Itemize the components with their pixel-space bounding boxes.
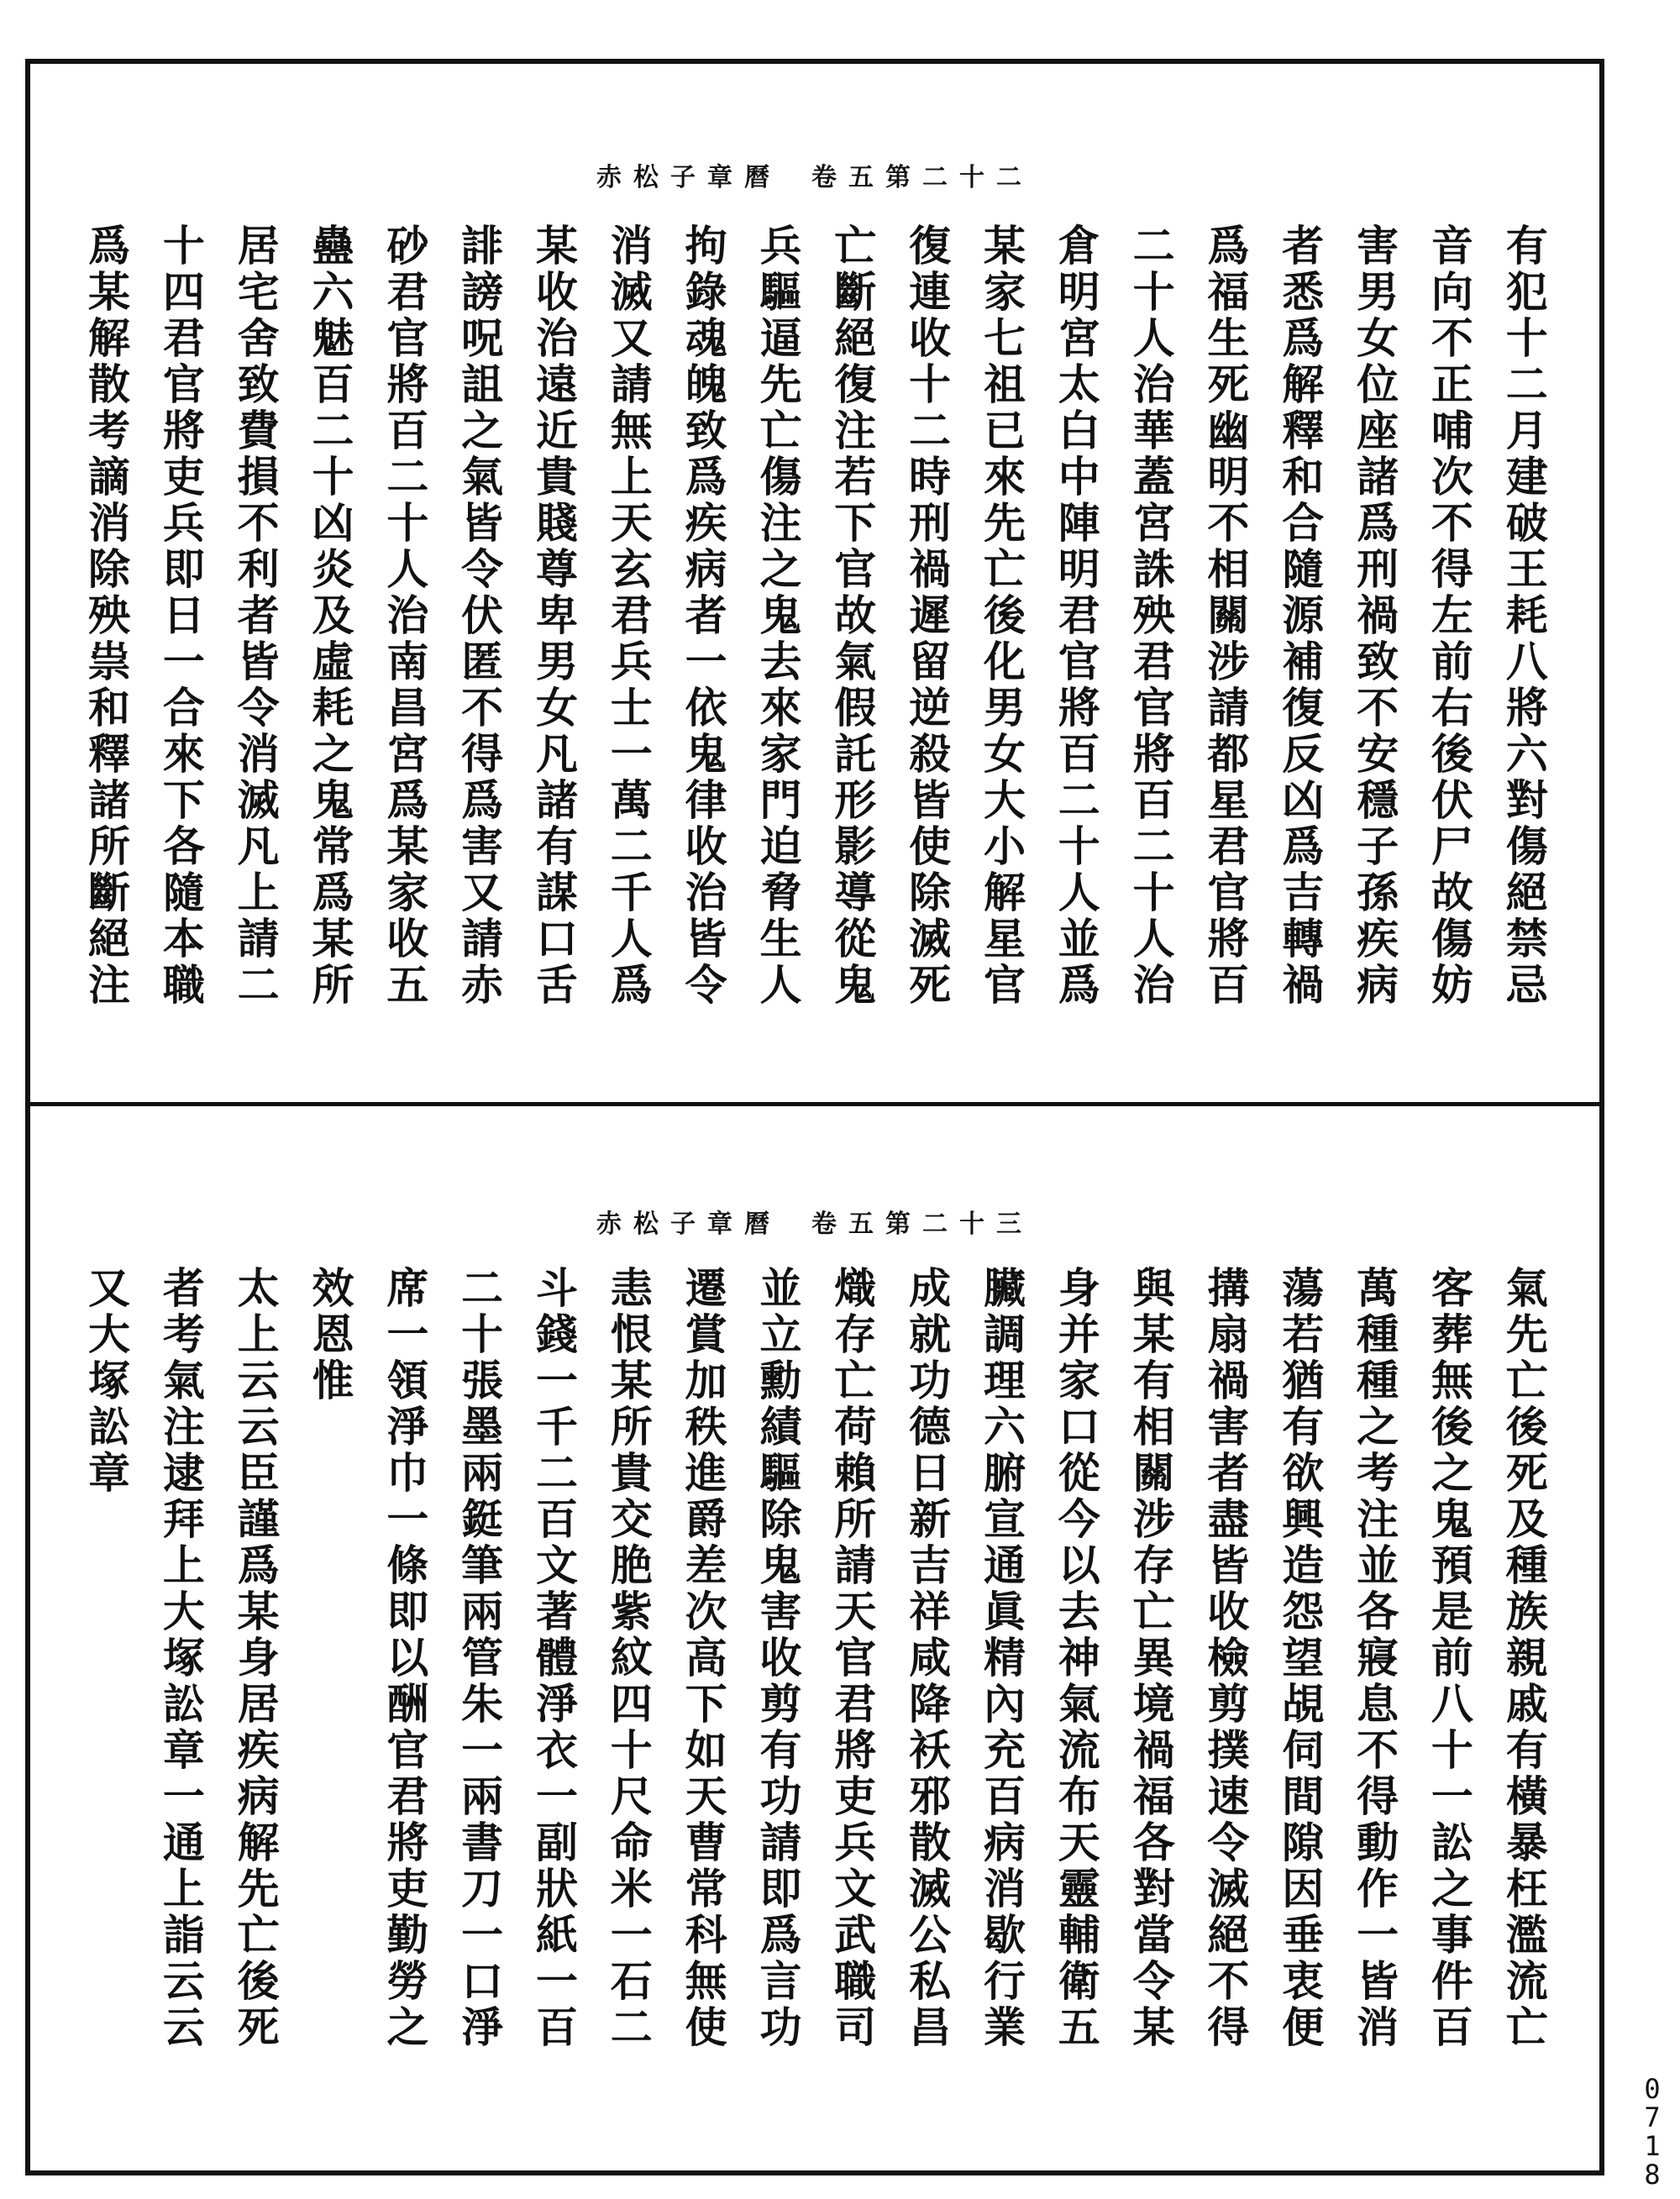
bottom-text-columns: [81, 1266, 1549, 2137]
top-text-columns: [81, 223, 1549, 1068]
text-column: 氣先亡後死及種族親戚有橫暴枉濫流亡: [1499, 1266, 1549, 2051]
page-number: 0718: [1644, 2073, 1661, 2191]
text-column: 害男女位座諸爲刑禍致不安穩子孫疾病: [1350, 223, 1400, 1009]
bottom-book-title: 赤松子章曆: [596, 1210, 781, 1239]
text-column: 者考氣注逮拜上大塚訟章一通上詣云云: [155, 1266, 206, 2051]
text-column: 爲福生死幽明不相關涉請都星君官將百: [1200, 223, 1251, 1009]
text-column: 二十人治華蓋宮誅殃君官將百二十人治: [1126, 223, 1176, 1009]
text-column: 臟調理六腑宣通眞精內充百病消歇行業: [976, 1266, 1026, 2051]
text-column: 蕩若猶有欲興造怨望覘伺間隙因垂衷便: [1275, 1266, 1326, 2051]
text-column: 與某有相關涉存亡異境禍福各對當令某: [1126, 1266, 1176, 2051]
bottom-page-header: [30, 1203, 1599, 1239]
text-column: 爲某解散考謫消除殃祟和釋諸所斷絕注: [81, 223, 131, 1009]
text-column: 復連收十二時刑禍遲留逆殺皆使除滅死: [902, 223, 953, 1009]
text-column: 身并家口從今以去神氣流布天靈輔衛五: [1051, 1266, 1101, 2051]
text-column: 居宅舍致費損不利者皆令消滅凡上請二: [230, 223, 281, 1009]
text-column: 有犯十二月建破王耗八將六對傷絕禁忌: [1499, 223, 1549, 1009]
text-column: 效恩惟: [305, 1266, 355, 1404]
text-column: 又大塚訟章: [81, 1266, 131, 1497]
text-column: 某收治遠近貴賤尊卑男女凡諸有謀口舌: [528, 223, 579, 1009]
text-column: 斗錢一千二百文著體淨衣一副狀紙一百: [528, 1266, 579, 2051]
text-column: 倉明宮太白中陣明君官將百二十人並爲: [1051, 223, 1101, 1009]
text-column: 蠱六魅百二十凶炎及虛耗之鬼常爲某所: [305, 223, 355, 1009]
text-column: 兵驅逼先亡傷注之鬼去來家門迫脅生人: [753, 223, 803, 1009]
text-column: 席一領淨巾一條即以酬官君將吏勤勞之: [380, 1266, 430, 2051]
text-column: 搆扇禍害者盡皆收檢剪撲速令滅絕不得: [1200, 1266, 1251, 2051]
text-column: 音向不正哺次不得左前右後伏尸故傷妨: [1424, 223, 1474, 1009]
text-column: 二十張墨兩鋌筆兩管朱一兩書刀一口淨: [454, 1266, 505, 2051]
text-column: 拘錄魂魄致爲疾病者一依鬼律收治皆令: [678, 223, 728, 1009]
top-page-header: [30, 156, 1599, 190]
text-column: 某家七祖已來先亡後化男女大小解星官: [976, 223, 1026, 1009]
text-column: 砂君官將百二十人治南昌宮爲某家收五: [380, 223, 430, 1009]
bottom-volume-page: 卷五第二十三: [811, 1210, 1033, 1239]
text-column: 成就功德日新吉祥咸降袄邪散滅公私昌: [902, 1266, 953, 2051]
text-column: 太上云云臣謹爲某身居疾病解先亡後死: [230, 1266, 281, 2051]
top-volume-page: 卷五第二十二: [811, 163, 1033, 192]
text-column: 十四君官將吏兵即日一合來下各隨本職: [155, 223, 206, 1009]
text-column: 遷賞加秩進爵差次高下如天曹常科無使: [678, 1266, 728, 2051]
top-page: [30, 64, 1599, 1102]
text-column: 者悉爲解釋和合隨源補復反凶爲吉轉禍: [1275, 223, 1326, 1009]
text-column: 萬種種之考注並各寢息不得動作一皆消: [1350, 1266, 1400, 2051]
bottom-page: [30, 1106, 1599, 2170]
text-column: 消滅又請無上天玄君兵士一萬二千人爲: [603, 223, 654, 1009]
text-column: 並立勳績驅除鬼害收剪有功請即爲言功: [753, 1266, 803, 2051]
text-column: 亡斷絕復注若下官故氣假託形影導從鬼: [827, 223, 878, 1009]
text-column: 誹謗呪詛之氣皆令伏匿不得爲害又請赤: [454, 223, 505, 1009]
text-column: 恚恨某所貴交脃紫紋四十尺命米一石二: [603, 1266, 654, 2051]
text-column: 客葬無後之鬼預是前八十一訟之事件百: [1424, 1266, 1474, 2051]
text-column: 熾存亡荷賴所請天官君將吏兵文武職司: [827, 1266, 878, 2051]
top-book-title: 赤松子章曆: [596, 163, 781, 192]
